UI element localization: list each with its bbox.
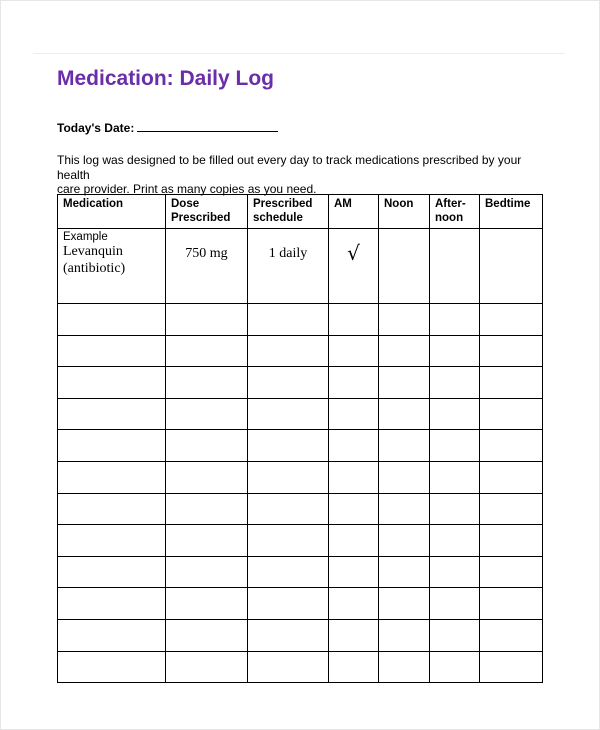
log-cell-schedule [248,493,329,525]
log-cell-am [329,304,379,336]
header-dose: Dose Prescribed [166,195,248,229]
log-cell-am [329,493,379,525]
header-bedtime: Bedtime [480,195,543,229]
example-row [58,229,543,304]
log-cell-afternoon [430,335,480,367]
header-row [58,195,543,229]
log-cell-afternoon [430,651,480,683]
log-cell-am [329,335,379,367]
log-row [58,304,543,336]
log-cell-bedtime [480,461,543,493]
log-cell-dose [166,493,248,525]
log-cell-bedtime [480,335,543,367]
header-noon: Noon [379,195,430,229]
log-cell-noon [379,556,430,588]
medication-log-table [57,194,543,683]
log-cell-schedule [248,430,329,462]
header-am: AM [329,195,379,229]
log-cell-am [329,556,379,588]
log-cell-dose [166,461,248,493]
intro-text [57,153,537,197]
log-cell-medication [58,304,166,336]
log-row [58,461,543,493]
log-cell-schedule [248,304,329,336]
log-cell-schedule [248,335,329,367]
log-row [58,556,543,588]
log-row [58,619,543,651]
log-cell-afternoon [430,304,480,336]
log-cell-dose [166,556,248,588]
example-label: Example [63,231,108,243]
log-cell-noon [379,493,430,525]
log-cell-medication [58,398,166,430]
log-cell-medication [58,619,166,651]
log-cell-am [329,619,379,651]
log-cell-dose [166,651,248,683]
todays-date-line [57,119,278,135]
log-cell-noon [379,430,430,462]
log-cell-noon [379,619,430,651]
log-cell-am [329,430,379,462]
log-row [58,493,543,525]
log-cell-noon [379,367,430,399]
header-afternoon: After- noon [430,195,480,229]
log-cell-dose [166,588,248,620]
log-cell-bedtime [480,398,543,430]
log-cell-noon [379,398,430,430]
log-cell-am [329,398,379,430]
log-cell-bedtime [480,367,543,399]
log-cell-noon [379,525,430,557]
log-cell-bedtime [480,619,543,651]
log-cell-bedtime [480,525,543,557]
log-row [58,335,543,367]
log-cell-schedule [248,651,329,683]
top-rule [33,53,565,54]
intro-line-1: This log was designed to be filled out every day to track medications prescribed by your health [57,153,522,182]
log-cell-bedtime [480,493,543,525]
log-cell-afternoon [430,619,480,651]
intro-line-2: care provider. Print as many copies as you need. [57,182,317,196]
log-row [58,588,543,620]
page-title: Medication: Daily Log [57,67,275,90]
log-cell-medication [58,430,166,462]
log-cell-medication [58,461,166,493]
log-cell-medication [58,335,166,367]
log-cell-bedtime [480,304,543,336]
log-cell-schedule [248,619,329,651]
example-medication-cell [58,229,166,304]
log-cell-medication [58,651,166,683]
log-cell-afternoon [430,525,480,557]
log-cell-noon [379,304,430,336]
todays-date-blank [137,119,278,132]
log-cell-schedule [248,588,329,620]
log-cell-schedule [248,398,329,430]
log-cell-afternoon [430,430,480,462]
log-cell-am [329,461,379,493]
log-row [58,398,543,430]
log-cell-dose [166,367,248,399]
log-cell-dose [166,304,248,336]
log-cell-dose [166,335,248,367]
log-cell-noon [379,588,430,620]
log-row [58,430,543,462]
log-cell-dose [166,525,248,557]
todays-date-label: Today's Date: [57,121,135,135]
example-schedule-cell: 1 daily [248,229,329,304]
log-cell-dose [166,619,248,651]
example-medication-type: (antibiotic) [63,261,126,276]
log-cell-medication [58,493,166,525]
log-cell-afternoon [430,493,480,525]
log-cell-dose [166,398,248,430]
log-cell-noon [379,335,430,367]
log-row [58,651,543,683]
log-cell-bedtime [480,556,543,588]
log-cell-am [329,651,379,683]
log-cell-bedtime [480,430,543,462]
example-am-checkmark: √ [329,229,379,304]
log-cell-am [329,588,379,620]
log-cell-schedule [248,525,329,557]
log-cell-bedtime [480,588,543,620]
log-cell-afternoon [430,367,480,399]
header-medication: Medication [58,195,166,229]
header-schedule: Prescribed schedule [248,195,329,229]
log-cell-am [329,525,379,557]
example-medication-name: Levanquin [63,244,123,259]
log-cell-noon [379,461,430,493]
log-cell-schedule [248,461,329,493]
example-noon-cell [379,229,430,304]
example-dose-cell: 750 mg [166,229,248,304]
log-cell-schedule [248,367,329,399]
log-cell-schedule [248,556,329,588]
log-cell-medication [58,556,166,588]
log-cell-noon [379,651,430,683]
log-cell-medication [58,367,166,399]
example-bedtime-cell [480,229,543,304]
log-cell-bedtime [480,651,543,683]
log-cell-afternoon [430,398,480,430]
log-cell-afternoon [430,588,480,620]
log-row [58,525,543,557]
example-afternoon-cell [430,229,480,304]
log-cell-medication [58,588,166,620]
log-cell-am [329,367,379,399]
log-cell-afternoon [430,461,480,493]
log-cell-medication [58,525,166,557]
log-cell-dose [166,430,248,462]
log-cell-afternoon [430,556,480,588]
log-row [58,367,543,399]
